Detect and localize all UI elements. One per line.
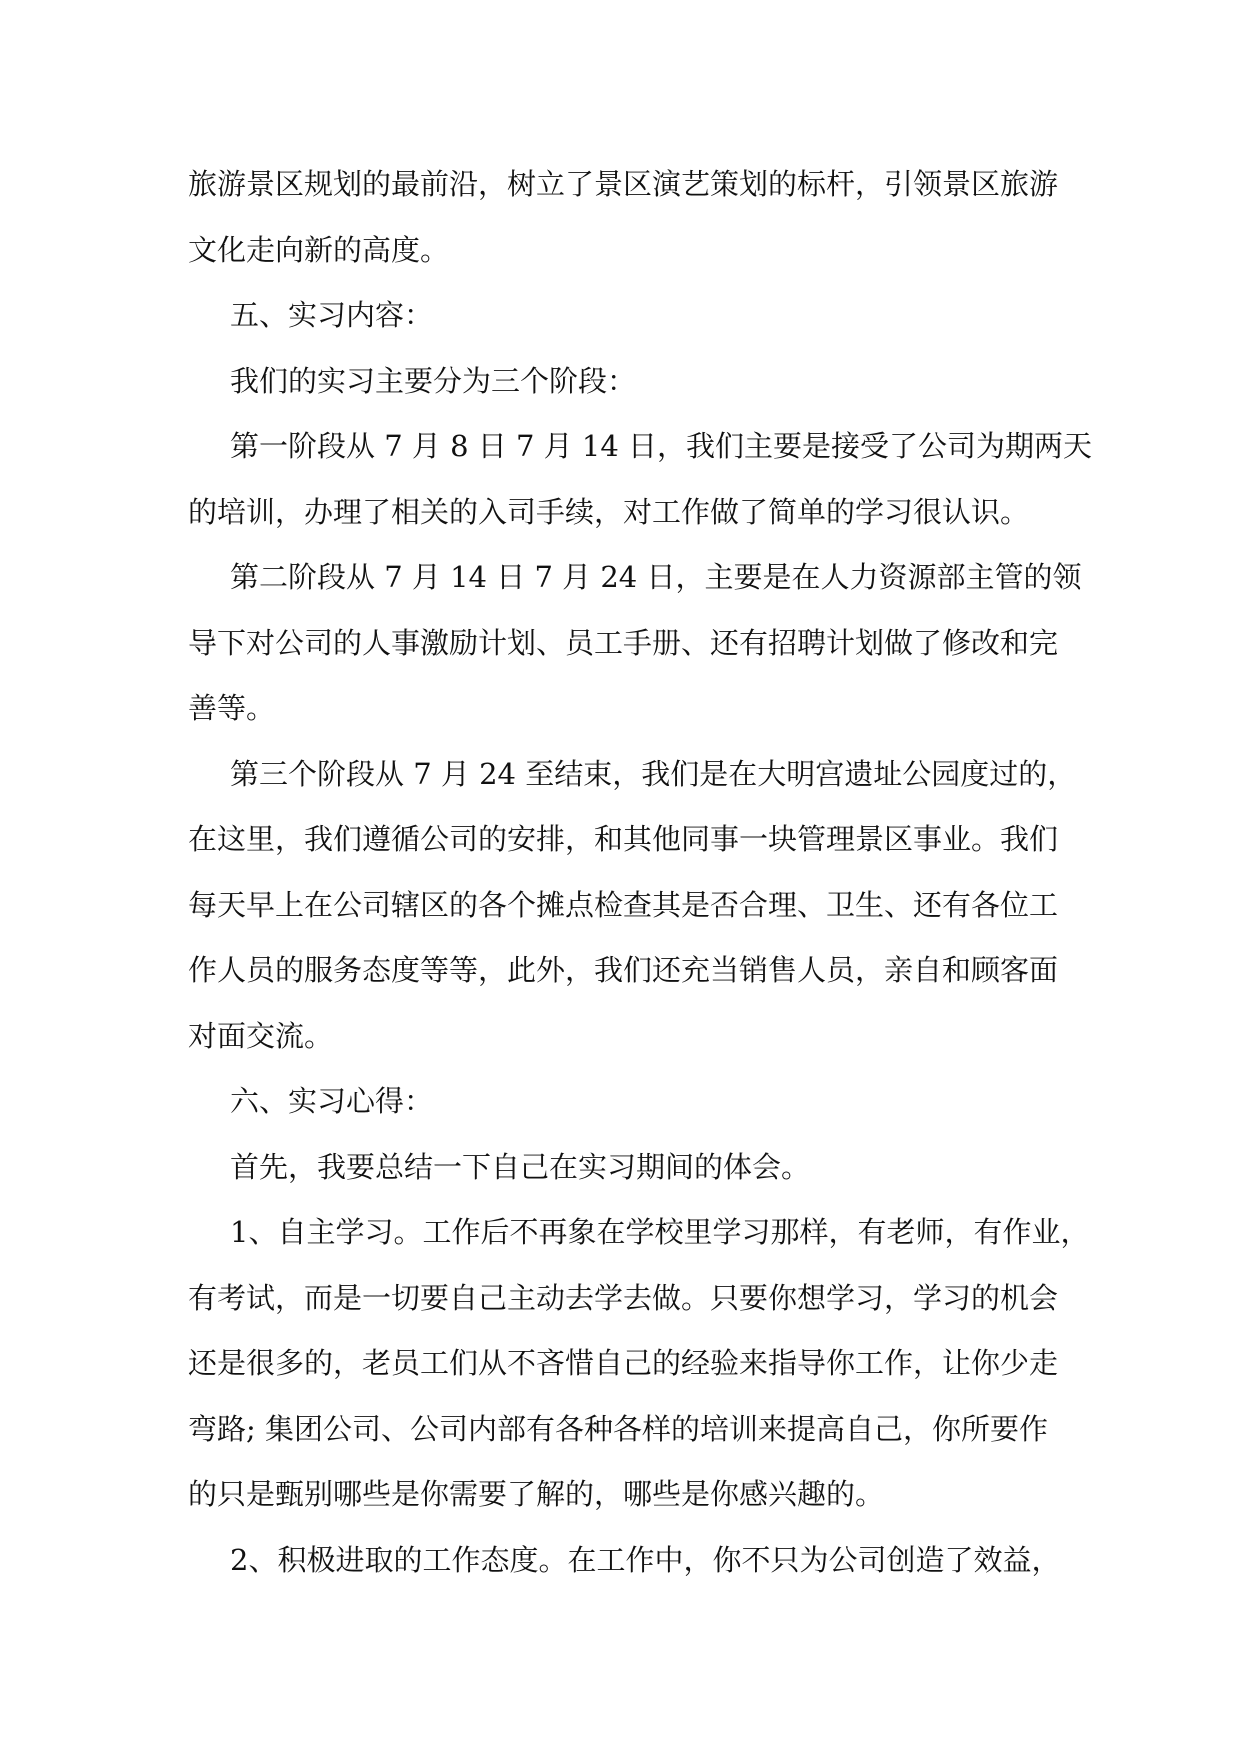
- paragraph-line: 第三个阶段从 7 月 24 至结束，我们是在大明宫遗址公园度过的，: [230, 756, 1077, 791]
- paragraph-line: 弯路; 集团公司、公司内部有各种各样的培训来提高自己，你所要作: [188, 1411, 1048, 1446]
- paragraph-line: 2、积极进取的工作态度。在工作中，你不只为公司创造了效益，: [230, 1542, 1061, 1577]
- paragraph-line: 1、自主学习。工作后不再象在学校里学习那样，有老师，有作业，: [230, 1215, 1090, 1249]
- paragraph-line: 旅游景区规划的最前沿，树立了景区演艺策划的标杆，引领景区旅游: [188, 167, 1059, 201]
- paragraph-line: 的只是甄别哪些是你需要了解的，哪些是你感兴趣的。: [188, 1477, 885, 1511]
- paragraph-line: 在这里，我们遵循公司的安排，和其他同事一块管理景区事业。我们: [188, 822, 1059, 856]
- paragraph-line: 的培训，办理了相关的入司手续，对工作做了简单的学习很认识。: [188, 494, 1030, 529]
- paragraph-line: 还是很多的，老员工们从不吝惜自己的经验来指导你工作，让你少走: [188, 1346, 1059, 1380]
- paragraph-line: 有考试，而是一切要自己主动去学去做。只要你想学习，学习的机会: [188, 1280, 1059, 1315]
- paragraph-line: 每天早上在公司辖区的各个摊点检查其是否合理、卫生、还有各位工: [188, 887, 1059, 922]
- paragraph-line: 第二阶段从 7 月 14 日 7 月 24 日，主要是在人力资源部主管的领: [230, 560, 1082, 594]
- paragraph-line: 文化走向新的高度。: [188, 232, 450, 267]
- paragraph-line: 对面交流。: [188, 1018, 334, 1053]
- section-heading: 五、实习内容：: [230, 298, 434, 332]
- paragraph-line: 我们的实习主要分为三个阶段：: [230, 363, 637, 398]
- paragraph-line: 首先，我要总结一下自己在实习期间的体会。: [230, 1149, 811, 1184]
- paragraph-line: 善等。: [188, 691, 276, 725]
- section-heading: 六、实习心得：: [230, 1084, 434, 1118]
- document-body: [188, 152, 1093, 1593]
- paragraph-line: 作人员的服务态度等等，此外，我们还充当销售人员，亲自和顾客面: [188, 953, 1059, 987]
- paragraph-line: 第一阶段从 7 月 8 日 7 月 14 日，我们主要是接受了公司为期两天: [230, 429, 1093, 463]
- paragraph-line: 导下对公司的人事激励计划、员工手册、还有招聘计划做了修改和完: [188, 625, 1059, 660]
